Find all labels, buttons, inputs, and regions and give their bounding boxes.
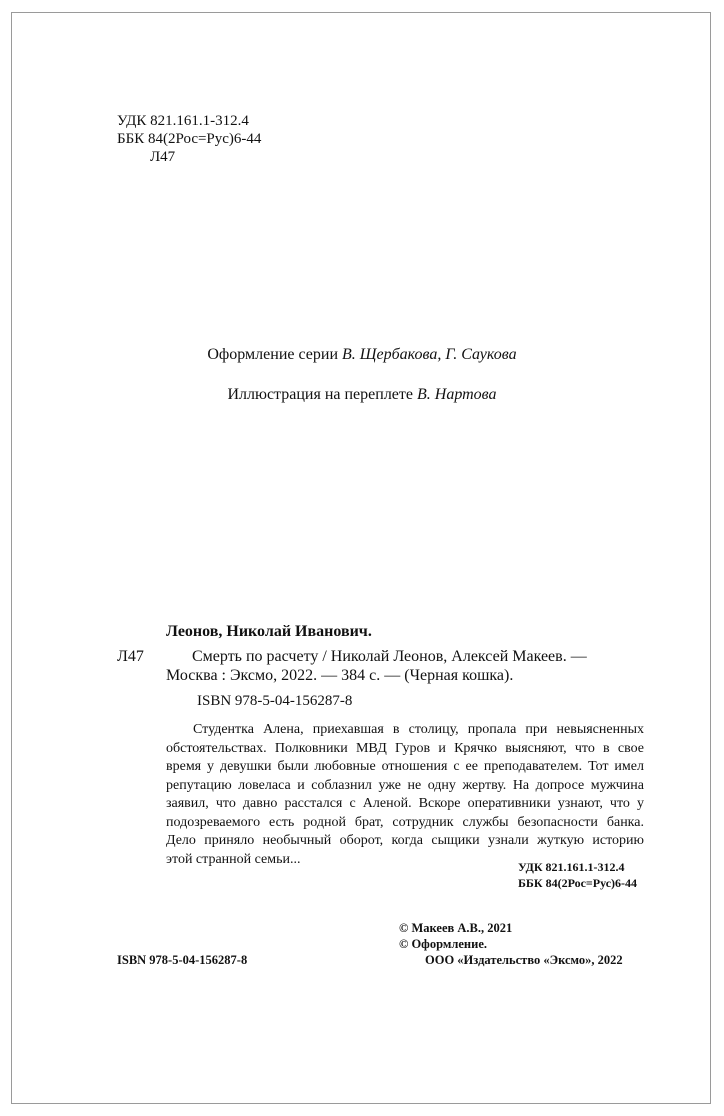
- cover-illustration-label: Иллюстрация на переплете: [227, 386, 413, 403]
- copyright-design: © Оформление.: [399, 937, 488, 951]
- author-heading: Леонов, Николай Иванович.: [166, 623, 372, 640]
- annotation-line: заявил, что давно расстался с Аленой. Вскоре оперативники узнают, что у: [166, 796, 644, 811]
- isbn-footer: ISBN 978-5-04-156287-8: [117, 953, 248, 967]
- annotation-line: Дело приняло необычный оборот, когда сыщики узнали жуткую историю: [166, 833, 644, 848]
- isbn-main: ISBN 978-5-04-156287-8: [197, 693, 353, 709]
- annotation-line: Студентка Алена, приехавшая в столицу, пропала при невыясненных: [193, 722, 644, 737]
- cover-illustration-credit: [0, 386, 724, 404]
- footer-bbk: ББК 84(2Рос=Рус)6-44: [518, 876, 638, 890]
- bbk-code: ББК 84(2Рос=Рус)6-44: [117, 131, 262, 147]
- annotation-line: репутацию ловеласа и соблазнил уже не одну жертву. На допросе мужчина: [166, 777, 644, 793]
- copyright-author: © Макеев А.В., 2021: [399, 921, 513, 935]
- annotation-line: этой странной семьи...: [166, 851, 301, 867]
- annotation-line: обстоятельствах. Полковники МВД Гуров и Крячко выясняют, что в свое: [166, 740, 644, 756]
- annotation: [166, 721, 644, 869]
- title-line: Смерть по расчету / Николай Леонов, Алексей Макеев. —: [192, 648, 587, 665]
- footer-udk: УДК 821.161.1-312.4: [518, 860, 625, 874]
- series-design-credit: [0, 346, 724, 364]
- publication-line: Москва : Эксмо, 2022. — 384 с. — (Черная кошка).: [166, 667, 514, 684]
- series-design-label: Оформление серии: [207, 346, 339, 363]
- annotation-line: подозреваемого есть родной брат, сотрудник службы безопасности банка.: [166, 814, 644, 830]
- annotation-line: время у девушки были любовные отношения с ее преподавателем. Тот имел: [166, 759, 644, 774]
- cover-illustration-name: В. Нартова: [417, 386, 497, 403]
- udk-code: УДК 821.161.1-312.4: [117, 113, 249, 129]
- series-design-names: В. Щербакова, Г. Саукова: [342, 346, 517, 363]
- page-border: [11, 12, 711, 1104]
- author-sign: Л47: [150, 149, 176, 165]
- bib-author-sign: Л47: [117, 648, 144, 665]
- copyright-publisher: ООО «Издательство «Эксмо», 2022: [425, 953, 623, 967]
